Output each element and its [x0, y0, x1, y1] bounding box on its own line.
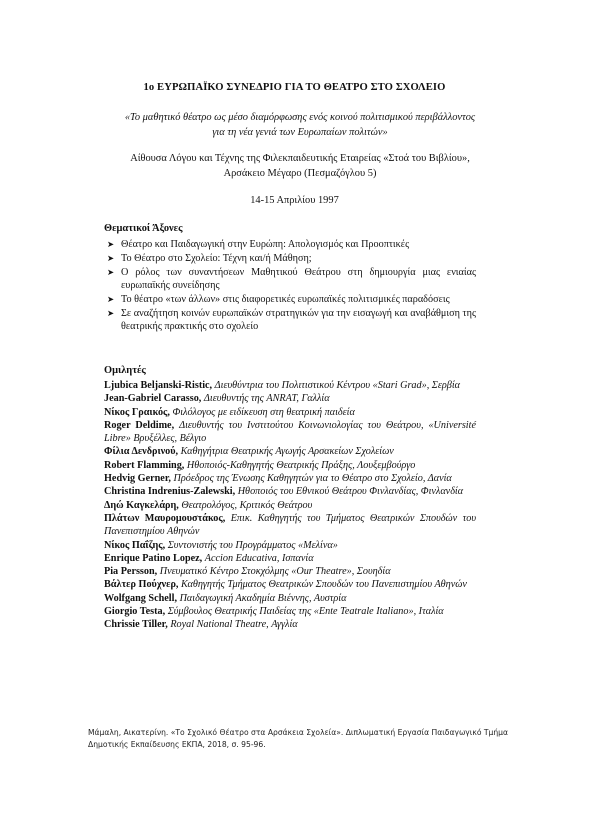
- speaker-role: Διευθυντής της ANRAT, Γαλλία: [203, 393, 330, 405]
- axis-text: Θέατρο και Παιδαγωγική στην Ευρώπη: Απολογισμός και Προοπτικές: [121, 239, 410, 250]
- speaker-role: Παιδαγωγική Ακαδημία Βιέννης, Αυστρία: [179, 592, 347, 604]
- speaker-name: Ljubica Beljanski-Ristic,: [104, 380, 213, 391]
- subtitle-line: «Το μαθητικό θέατρο ως μέσο διαμόρφωσης ενός κοινού πολιτισμικού περιβάλλοντος: [124, 112, 476, 123]
- list-item: [104, 605, 476, 618]
- conference-dates: 14-15 Απριλίου 1997: [250, 195, 339, 206]
- speaker-role: Διευθύντρια του Πολιτιστικού Κέντρου «Stari Grad», Σερβία: [214, 380, 461, 391]
- speakers-list: [104, 379, 476, 632]
- list-item: [104, 252, 476, 265]
- speaker-name: Christina Indrenius-Zalewski,: [104, 486, 236, 498]
- speaker-name: Νίκος Γραικός,: [104, 406, 170, 418]
- speaker-name: Giorgio Testa,: [104, 606, 166, 618]
- speaker-role: Accion Educativa, Ισπανία: [204, 552, 314, 564]
- list-item: [104, 539, 476, 552]
- list-item: [104, 392, 476, 405]
- list-item: [104, 618, 476, 631]
- arrowhead-bullet-icon: ➤: [107, 308, 115, 318]
- speaker-name: Robert Flamming,: [104, 459, 185, 471]
- venue: [80, 151, 520, 181]
- venue-line: Αίθουσα Λόγου και Τέχνης της Φιλεκπαιδευτικής Εταιρείας «Στοά του Βιβλίου»,: [130, 153, 470, 164]
- speaker-role: Φιλόλογος με ειδίκευση στη θεατρική παιδεία: [172, 406, 355, 418]
- list-item: [104, 459, 476, 472]
- list-item: [104, 238, 476, 251]
- arrowhead-bullet-icon: ➤: [107, 294, 115, 304]
- speakers-heading: Ομιλητές: [104, 365, 146, 376]
- speaker-role: Royal National Theatre, Αγγλία: [170, 619, 298, 631]
- venue-line: Αρσάκειο Μέγαρο (Πεσμαζόγλου 5): [223, 168, 377, 179]
- axis-text: Το Θέατρο στο Σχολείο: Τέχνη και/ή Μάθηση;: [121, 253, 312, 264]
- speaker-name: Chrissie Tiller,: [104, 619, 168, 631]
- list-item: [104, 472, 476, 485]
- list-item: [104, 293, 476, 306]
- speaker-role: Ηθοποιός του Εθνικού Θεάτρου Φινλανδίας, Φινλανδία: [237, 486, 464, 498]
- axes-list: [104, 238, 476, 334]
- list-item: [104, 419, 476, 446]
- speaker-role: Θεατρολόγος, Κριτικός Θεάτρου: [181, 499, 313, 511]
- axis-text: Ο ρόλος των συναντήσεων Μαθητικού Θεάτρου στη δημιουργία μιας ενιαίας ευρωπαϊκής συνείδησης: [121, 267, 476, 291]
- speaker-name: Δηώ Καγκελάρη,: [104, 499, 179, 511]
- speaker-role: Ηθοποιός-Καθηγητής Θεατρικής Πράξης, Λουξεμβούργο: [186, 459, 416, 471]
- speaker-role: Πνευματικό Κέντρο Στοκχόλμης «Our Theatre», Σουηδία: [159, 566, 391, 578]
- document-subtitle: [100, 110, 500, 140]
- list-item: [104, 379, 476, 392]
- speaker-name: Νίκος Παΐζης,: [104, 539, 166, 551]
- list-item: [104, 485, 476, 498]
- list-item: [104, 512, 476, 539]
- list-item: [104, 266, 476, 292]
- speaker-role: Πρόεδρος της Ένωσης Καθηγητών για το Θέατρο στο Σχολείο, Δανία: [173, 473, 452, 485]
- list-item: [104, 552, 476, 565]
- speaker-name: Πλάτων Μαυρομουστάκος,: [104, 512, 226, 524]
- list-item: [104, 445, 476, 458]
- speaker-name: Pia Persson,: [104, 566, 158, 578]
- axis-text: Σε αναζήτηση κοινών ευρωπαϊκών στρατηγικών για την εισαγωγή και αναβάθμιση της θεατρικής πρακτικής στο σχολείο: [121, 308, 476, 332]
- speaker-name: Roger Deldime,: [104, 419, 175, 431]
- list-item: [104, 307, 476, 333]
- axis-text: Το θέατρο «των άλλων» στις διαφορετικές ευρωπαϊκές πολιτισμικές παραδόσεις: [121, 294, 450, 305]
- subtitle-line: για τη νέα γενιά των Ευρωπαίων πολιτών»: [212, 127, 388, 138]
- speaker-name: Βάλτερ Πούχνερ,: [104, 579, 179, 591]
- list-item: [104, 565, 476, 578]
- list-item: [104, 499, 476, 512]
- speaker-name: Enrique Patino Lopez,: [104, 552, 203, 564]
- document-title: 1ο ΕΥΡΩΠΑΪΚΟ ΣΥΝΕΔΡΙΟ ΓΙΑ ΤΟ ΘΕΑΤΡΟ ΣΤΟ ΣΧΟΛΕΙΟ: [143, 82, 446, 93]
- citation-footer: [88, 727, 528, 751]
- speaker-name: Hedvig Gerner,: [104, 473, 171, 485]
- speaker-name: Φίλια Δενδρινού,: [104, 446, 179, 458]
- speaker-role: Καθηγητής Τμήματος Θεατρικών Σπουδών του Πανεπιστημίου Αθηνών: [181, 579, 467, 591]
- arrowhead-bullet-icon: ➤: [107, 253, 115, 263]
- speaker-role: Επικ. Καθηγητής του Τμήματος Θεατρικών Σπουδών του Πανεπιστημίου Αθηνών: [104, 512, 477, 538]
- speaker-name: Jean-Gabriel Carasso,: [104, 393, 202, 405]
- speaker-role: Σύμβουλος Θεατρικής Παιδείας της «Ente Teatrale Italiano», Ιταλία: [167, 606, 444, 618]
- citation-line: Δημοτικής Εκπαίδευσης ΕΚΠΑ, 2018, σ. 95-96.: [88, 740, 266, 749]
- speaker-name: Wolfgang Schell,: [104, 592, 178, 604]
- arrowhead-bullet-icon: ➤: [107, 267, 115, 277]
- list-item: [104, 406, 476, 419]
- speaker-role: Συντονιστής του Προγράμματος «Μελίνα»: [167, 539, 338, 551]
- axes-heading: Θεματικοί Άξονες: [104, 223, 183, 234]
- citation-line: Μάμαλη, Αικατερίνη. «Το Σχολικό Θέατρο στα Αρσάκεια Σχολεία». Διπλωματική Εργασία Παιδαγωγικό Τμήμα: [88, 728, 509, 737]
- speaker-role: Καθηγήτρια Θεατρικής Αγωγής Αρσακείων Σχολείων: [180, 446, 394, 458]
- speaker-role: Διευθυντής του Ινστιτούτου Κοινωνιολογίας του Θεάτρου, «Université Libre» Βρυξέλλες, Βέλγιο: [104, 419, 476, 445]
- list-item: [104, 578, 476, 591]
- arrowhead-bullet-icon: ➤: [107, 239, 115, 249]
- list-item: [104, 592, 476, 605]
